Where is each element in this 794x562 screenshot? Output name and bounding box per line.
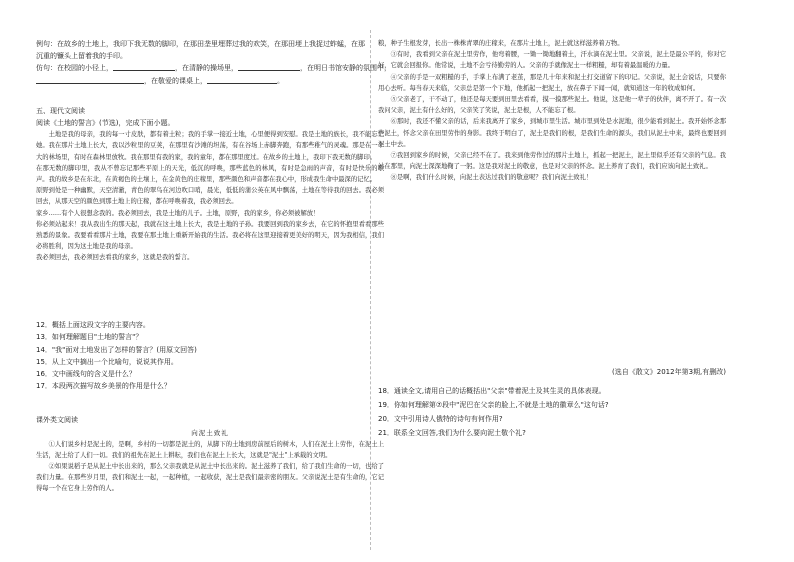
answer-blank[interactable] [113,62,175,71]
question-12: 12．概括上面这段文字的主要内容。 [36,321,150,330]
question-16: 16．文中画线句的含义是什么？ [36,370,136,379]
answer-blank[interactable] [207,75,277,84]
article-paragraph: ①人们说乡村是泥土的，是啊，乡村的一切都是泥土的，从脚下的土地到房前屋后的树木，人们在泥土上劳作，在泥土上生活，泥土给了人们一切。我们的祖先在泥土上耕耘，我们也在泥土上长大，这就是"泥土"上承载的文明。 [36,440,384,459]
passage-paragraph: 土地是我的母亲，我的每一寸皮肤，都有着土粒；我的手掌一接近土地，心里便得到安慰。我是土地的族长，我不能忘记她。我在那片土地上长大，我以沙粒里的豆荚，在那里有沙滩的坦荡，有在谷场上赤脚奔跑，有那些稚气的灵魂。那是在一个大的林场里，有时在森林里放牧。我在那里有我的家，我的童年，都在那里度过。在故乡的土地上，我印下我无数的脚印。 [36,131,384,161]
reading-passage [36,129,384,319]
imitate-mid2: ，在明日书馆安静的氛围中， [300,64,391,73]
question-19: 19．你如何理解第⑦段中"泥巴在父亲的脸上,不就是土地的徽章么"这句话? [378,401,609,409]
example-sentence-line2: 沉重的镰头上留着我的手印。 [36,52,127,61]
imitate-line2-mid: ，在敬爱的课桌上， [144,76,207,85]
article-title: 向泥土致礼 [191,428,229,437]
question-20: 20．文中引用诗人俄特的诗句有何作用? [378,415,503,423]
question-15: 15．从上文中摘出一个比喻句，说说其作用。 [36,357,178,366]
article-paragraph: ⑥那时，我还不懂父亲的话，后来我离开了家乡，到城市里生活。城市里到处是水泥地，很少能看到泥土。我开始怀念那些泥土，怀念父亲在田里劳作的身影。我终于明白了，泥土是我们的根，是我们生命的源头，我们从泥土中来，最终也要回到泥土中去。 [378,118,726,148]
article-paragraph: ②如果说稻子是从泥土中长出来的，那么父亲我就是从泥土中长出来的。泥土滋养了我们，给了我们生命的一切，也给了我们力量。在那些岁月里，我们和泥土一起，一起种植，一起收获，泥土是我们最亲密的朋友。父亲说泥土是有生命的，它记得每一个在它身上劳作的人。 [36,463,384,493]
article-source: (选自《散文》2012年第3期,有删改) [612,368,726,376]
article-paragraph: ⑤父亲老了，干不动了，他还是每天要到田里去看看，摸一摸那些泥土。他说，这是他一辈子的伙伴，离不开了。有一次我问父亲，泥土有什么好的，父亲笑了笑说，泥土是根，人不能忘了根。 [378,96,726,115]
article-continued [378,38,726,366]
imitate-mid1: ，在清静的操场里， [175,64,238,73]
section-heading: 五、现代文阅读 [36,106,85,115]
imitate-prefix: 仿句：在校园的小径上， [36,64,113,73]
question-14: 14．"我"面对土地发出了怎样的誓言？(用原文回答) [36,345,197,354]
passage-paragraph: 原野到处是一种幽默，天空清澈，青色的翠鸟在河边吹口哨，晨光，低低的蒲公英在风中飘荡，土地在等待我的回去。我必须回去，从那天空的颜色到那土地上的庄稼，都在呼唤着我，我必须回去。 [36,187,384,206]
answer-blank[interactable] [238,62,300,71]
question-21: 21．联系全文回答,我们为什么要向泥土敬个礼? [378,429,526,437]
article-paragraph: ③有时，我看到父亲在泥土里劳作，他弯着腰，一锄一锄地翻着土，汗水滴在泥土里。父亲说，泥土是最公平的，你对它好，它就会回报你。他常说，土地不会亏待勤劳的人。父亲的手就像泥土一样粗糙，却有着最温暖的力量。 [378,51,726,70]
article-paragraph: ⑦我回到家乡的时候，父亲已经不在了。我来到他劳作过的那片土地上，抓起一把泥土，泥土里似乎还有父亲的气息。我站在那里，向泥土深深地鞠了一躬。这是我对泥土的敬意，也是对父亲的怀念。泥土养育了我们，我们应该向泥土致礼。 [378,152,726,171]
question-13: 13．如何理解题目"土地的誓言"？ [36,333,143,342]
right-column [378,38,726,440]
imitate-sentence-line2: ，在敬爱的课桌上， 。 [36,75,384,87]
example-sentence-line1: 例句：在故乡的土地上，我印下我无数的脚印，在那田垄里埋葬过我的欢笑，在那田埂上我捉过蚱蜢，在那 [36,40,365,48]
left-column [36,38,391,505]
article-paragraph: ④父亲的手是一双粗糙的手，手掌上布满了老茧，那是几十年来和泥土打交道留下的印记。父亲说，泥土会说话，只要你用心去听。每当春天来临，父亲总是第一个下地，他抓起一把泥土，放在鼻子下闻一闻，就知道这一年的收成如何。 [378,73,726,92]
article-paragraph: ⑧是啊，我们什么时候，向泥土表达过我们的敬意呢？我们向泥土致礼！ [390,174,593,182]
question-17: 17．本段两次描写故乡美景的作用是什么？ [36,382,171,391]
article-paragraph: 粮，种子生根发芽，长出一株株青翠的庄稼来，在那片土地上，泥土就这样滋养着万物。 [378,40,624,47]
article-passage [36,439,384,505]
passage-paragraph: 我必须回去，我必须回去看我的家乡，这就是我的誓言。 [36,254,194,262]
extra-reading-heading: 课外类文阅读 [36,416,78,425]
passage-paragraph: 在那无数的脚印里，我从不曾忘记那些平原上的天光，低沉的呼唤，那些蓝色的林风，有时是急雨的声音，有时是快乐的歌声。我的故乡是在东北，在黄褐色的土壤上，在金黄色的庄稼里，那些颜色和声音都在我心中，形成我生命中最深的记忆。 [36,164,384,184]
answer-blank[interactable] [36,75,144,84]
passage-paragraph: 你必须站起来！我从我出生的那天起，我就在这土地上长大，我是土地的子孙。我要回到我的家乡去，在它的怀抱里看看那些熟悉的景象。我要看看那片土地，我要在那土地上重新开始我的生活。我必将在这里迎接着更美好的明天，因为我相信，我们必将胜利，因为这土地是我的母亲。 [36,220,384,251]
imitate-sentence-line1 [36,62,391,74]
passage-paragraph: 家乡……有个人很想念我的。我必须回去，我是土地的儿子。土地，原野，我的家乡，你必须被解放！ [36,209,320,217]
reading-intro: 阅读《土地的誓言》(节选)，完成下面小题。 [36,119,175,128]
question-18: 18．通读全文,请用自己的话概括出"父亲"带着泥土及其生灵的具体表现。 [378,387,606,395]
